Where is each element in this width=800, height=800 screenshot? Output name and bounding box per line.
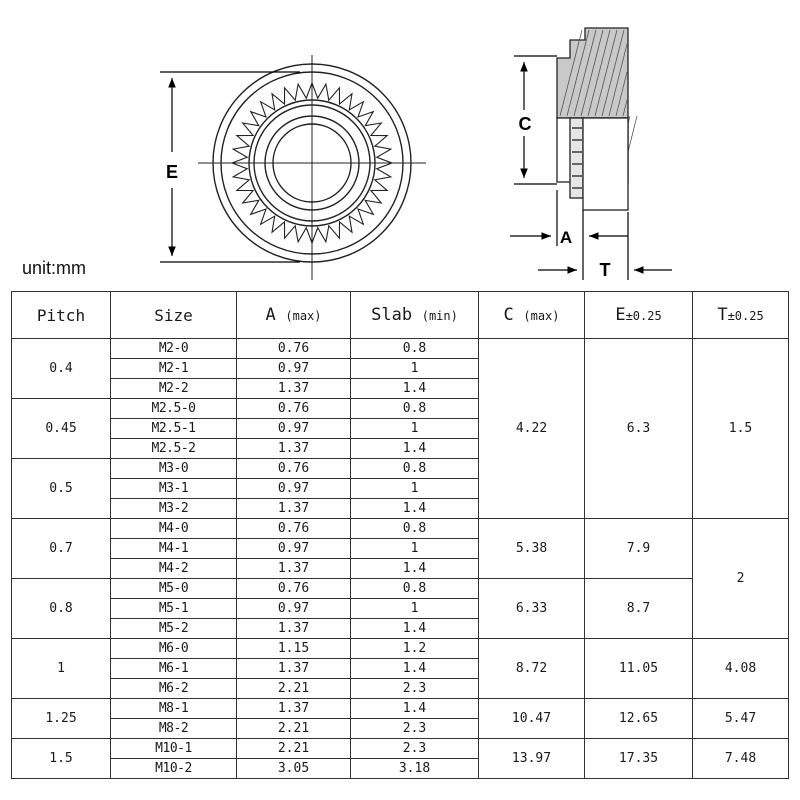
cell-slab: 1 [351, 539, 479, 559]
cell-size: M3-1 [111, 479, 237, 499]
cell-c: 8.72 [479, 639, 585, 699]
cell-a: 0.76 [237, 339, 351, 359]
cell-a: 2.21 [237, 679, 351, 699]
cell-size: M6-2 [111, 679, 237, 699]
cell-a: 0.76 [237, 399, 351, 419]
header-c-main: C [503, 304, 514, 325]
header-c [479, 292, 585, 339]
cell-slab: 0.8 [351, 519, 479, 539]
cell-a: 0.97 [237, 539, 351, 559]
side-view [557, 28, 637, 210]
cell-size: M4-2 [111, 559, 237, 579]
cell-slab: 1.4 [351, 499, 479, 519]
header-t [693, 292, 789, 339]
cell-e: 8.7 [585, 579, 693, 639]
cell-t: 7.48 [693, 739, 789, 779]
cell-slab: 0.8 [351, 339, 479, 359]
table-row [12, 639, 789, 659]
cell-slab: 1.4 [351, 619, 479, 639]
cell-a: 2.21 [237, 719, 351, 739]
cell-slab: 1 [351, 419, 479, 439]
cell-t: 5.47 [693, 699, 789, 739]
cell-size: M5-2 [111, 619, 237, 639]
cell-slab: 1 [351, 359, 479, 379]
cell-size: M10-2 [111, 759, 237, 779]
cell-slab: 0.8 [351, 399, 479, 419]
cell-slab: 1.2 [351, 639, 479, 659]
cell-size: M4-0 [111, 519, 237, 539]
cell-c: 13.97 [479, 739, 585, 779]
cell-pitch: 0.5 [12, 459, 111, 519]
cell-slab: 1 [351, 479, 479, 499]
dimension-table [11, 291, 789, 779]
cell-pitch: 0.4 [12, 339, 111, 399]
cell-a: 1.15 [237, 639, 351, 659]
nut-dimension-drawing [0, 0, 800, 290]
cell-pitch: 0.7 [12, 519, 111, 579]
cell-size: M10-1 [111, 739, 237, 759]
cell-c: 5.38 [479, 519, 585, 579]
cell-a: 0.76 [237, 519, 351, 539]
a-dim-label: A [559, 228, 573, 247]
cell-a: 0.97 [237, 359, 351, 379]
header-e [585, 292, 693, 339]
cell-slab: 1.4 [351, 439, 479, 459]
cell-a: 0.76 [237, 579, 351, 599]
header-e-main: E [615, 304, 626, 325]
cell-slab: 3.18 [351, 759, 479, 779]
cell-size: M2.5-0 [111, 399, 237, 419]
header-e-sub: ±0.25 [625, 308, 662, 323]
cell-a: 1.37 [237, 659, 351, 679]
table-row [12, 579, 789, 599]
header-a-main: A [265, 304, 276, 325]
cell-a: 1.37 [237, 499, 351, 519]
cell-c: 6.33 [479, 579, 585, 639]
cell-pitch: 1.25 [12, 699, 111, 739]
header-slab-sub: (min) [421, 308, 458, 323]
header-row [12, 292, 789, 339]
header-a-sub: (max) [285, 308, 322, 323]
front-view [198, 55, 426, 280]
cell-t: 4.08 [693, 639, 789, 699]
cell-slab: 2.3 [351, 719, 479, 739]
header-a [237, 292, 351, 339]
cell-e: 17.35 [585, 739, 693, 779]
cell-t: 2 [693, 519, 789, 639]
cell-slab: 1.4 [351, 559, 479, 579]
cell-slab: 1.4 [351, 659, 479, 679]
e-dim-label: E [165, 162, 179, 182]
table-row [12, 699, 789, 719]
cell-a: 0.97 [237, 419, 351, 439]
table-row [12, 339, 789, 359]
cell-pitch: 1 [12, 639, 111, 699]
cell-slab: 0.8 [351, 459, 479, 479]
cell-a: 1.37 [237, 559, 351, 579]
cell-size: M8-1 [111, 699, 237, 719]
cell-e: 12.65 [585, 699, 693, 739]
unit-label: unit:mm [22, 258, 87, 278]
cell-a: 1.37 [237, 699, 351, 719]
cell-size: M2-0 [111, 339, 237, 359]
cell-size: M6-0 [111, 639, 237, 659]
cell-pitch: 0.8 [12, 579, 111, 639]
cell-a: 0.97 [237, 599, 351, 619]
cell-slab: 1 [351, 599, 479, 619]
cell-a: 1.37 [237, 379, 351, 399]
cell-slab: 0.8 [351, 579, 479, 599]
cell-size: M3-2 [111, 499, 237, 519]
cell-slab: 1.4 [351, 699, 479, 719]
table-body [12, 339, 789, 779]
cell-e: 11.05 [585, 639, 693, 699]
table-row [12, 519, 789, 539]
cell-a: 1.37 [237, 439, 351, 459]
cell-size: M3-0 [111, 459, 237, 479]
cell-c: 10.47 [479, 699, 585, 739]
header-size: Size [111, 292, 237, 339]
cell-a: 2.21 [237, 739, 351, 759]
table-row [12, 739, 789, 759]
cell-size: M4-1 [111, 539, 237, 559]
cell-size: M5-0 [111, 579, 237, 599]
cell-size: M5-1 [111, 599, 237, 619]
cell-a: 3.05 [237, 759, 351, 779]
cell-size: M6-1 [111, 659, 237, 679]
t-dim-label: T [599, 260, 611, 280]
cell-size: M2.5-2 [111, 439, 237, 459]
cell-a: 0.97 [237, 479, 351, 499]
cell-slab: 2.3 [351, 739, 479, 759]
cell-c: 4.22 [479, 339, 585, 519]
cell-size: M2.5-1 [111, 419, 237, 439]
cell-e: 6.3 [585, 339, 693, 519]
header-t-sub: ±0.25 [727, 308, 764, 323]
cell-size: M2-2 [111, 379, 237, 399]
cell-size: M2-1 [111, 359, 237, 379]
header-t-main: T [717, 304, 728, 325]
header-slab-main: Slab [371, 304, 413, 325]
cell-slab: 1.4 [351, 379, 479, 399]
header-c-sub: (max) [523, 308, 560, 323]
cell-a: 1.37 [237, 619, 351, 639]
cell-t: 1.5 [693, 339, 789, 519]
header-slab [351, 292, 479, 339]
e-dimension [160, 72, 300, 262]
cell-size: M8-2 [111, 719, 237, 739]
cell-a: 0.76 [237, 459, 351, 479]
cell-e: 7.9 [585, 519, 693, 579]
cell-pitch: 0.45 [12, 399, 111, 459]
cell-slab: 2.3 [351, 679, 479, 699]
c-dim-label: C [518, 114, 532, 134]
cell-pitch: 1.5 [12, 739, 111, 779]
header-pitch: Pitch [12, 292, 111, 339]
